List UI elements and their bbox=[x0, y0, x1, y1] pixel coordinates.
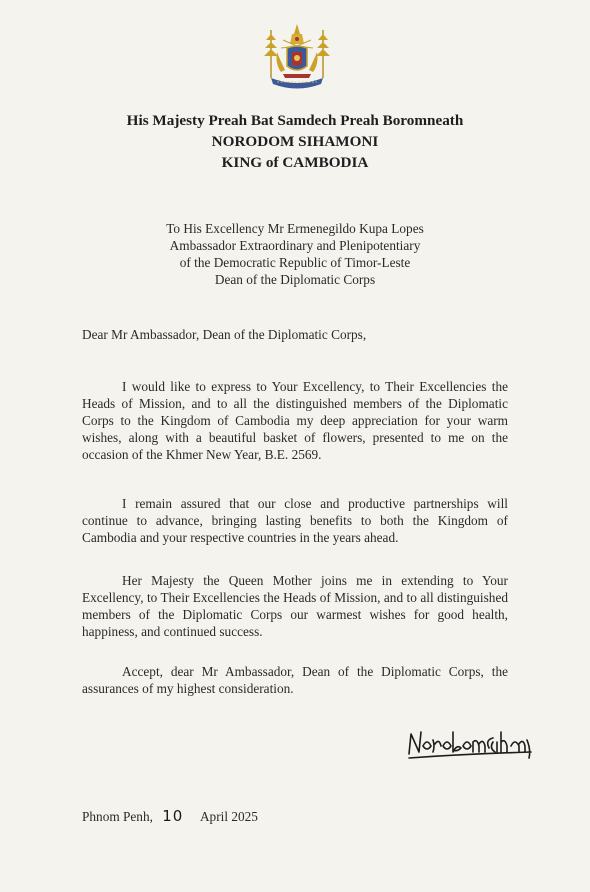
body-paragraph: I would like to express to Your Excellency, to Their Excellencies the Heads of Mission, and to all the distinguished members of the Diplomatic Corps to the Kingdom of Cambodia my deep appreciation for your warm wishes, along with a beautiful basket of flowers, presented to me on the occasion of the Khmer New Year, B.E. 2569. bbox=[82, 379, 508, 462]
heading-role: KING of CAMBODIA bbox=[221, 154, 369, 171]
date-month-year: April 2025 bbox=[199, 809, 258, 824]
addressee-line: To His Excellency Mr Ermenegildo Kupa Lopes bbox=[166, 221, 424, 236]
addressee-block bbox=[0, 220, 590, 288]
date-place: Phnom Penh, bbox=[82, 809, 153, 824]
salutation: Dear Mr Ambassador, Dean of the Diplomatic Corps, bbox=[82, 327, 367, 342]
date-day: 10 bbox=[162, 807, 184, 825]
letter-heading bbox=[0, 110, 590, 173]
addressee-line: Ambassador Extraordinary and Plenipotentiary bbox=[169, 238, 421, 253]
addressee-line: of the Democratic Republic of Timor-Leste bbox=[179, 255, 411, 270]
body-paragraph: Accept, dear Mr Ambassador, Dean of the Diplomatic Corps, the assurances of my highest consideration. bbox=[82, 664, 508, 696]
addressee-line: Dean of the Diplomatic Corps bbox=[214, 272, 376, 287]
heading-title: His Majesty Preah Bat Samdech Preah Boromneath bbox=[126, 112, 464, 129]
heading-name: NORODOM SIHAMONI bbox=[211, 133, 379, 150]
handwritten-signature-icon bbox=[405, 724, 535, 764]
royal-coat-of-arms-icon bbox=[263, 22, 331, 94]
date-line bbox=[82, 807, 258, 825]
body-paragraph: Her Majesty the Queen Mother joins me in extending to Your Excellency, to Their Excellencies the Heads of Mission, and to all distinguished members of the Diplomatic Corps our warmest wishes for good health, happiness, and continued success. bbox=[82, 573, 508, 639]
body-paragraph: I remain assured that our close and productive partnerships will continue to advance, bringing lasting benefits to both the Kingdom of Cambodia and your respective countries in the years ahead. bbox=[82, 496, 508, 545]
